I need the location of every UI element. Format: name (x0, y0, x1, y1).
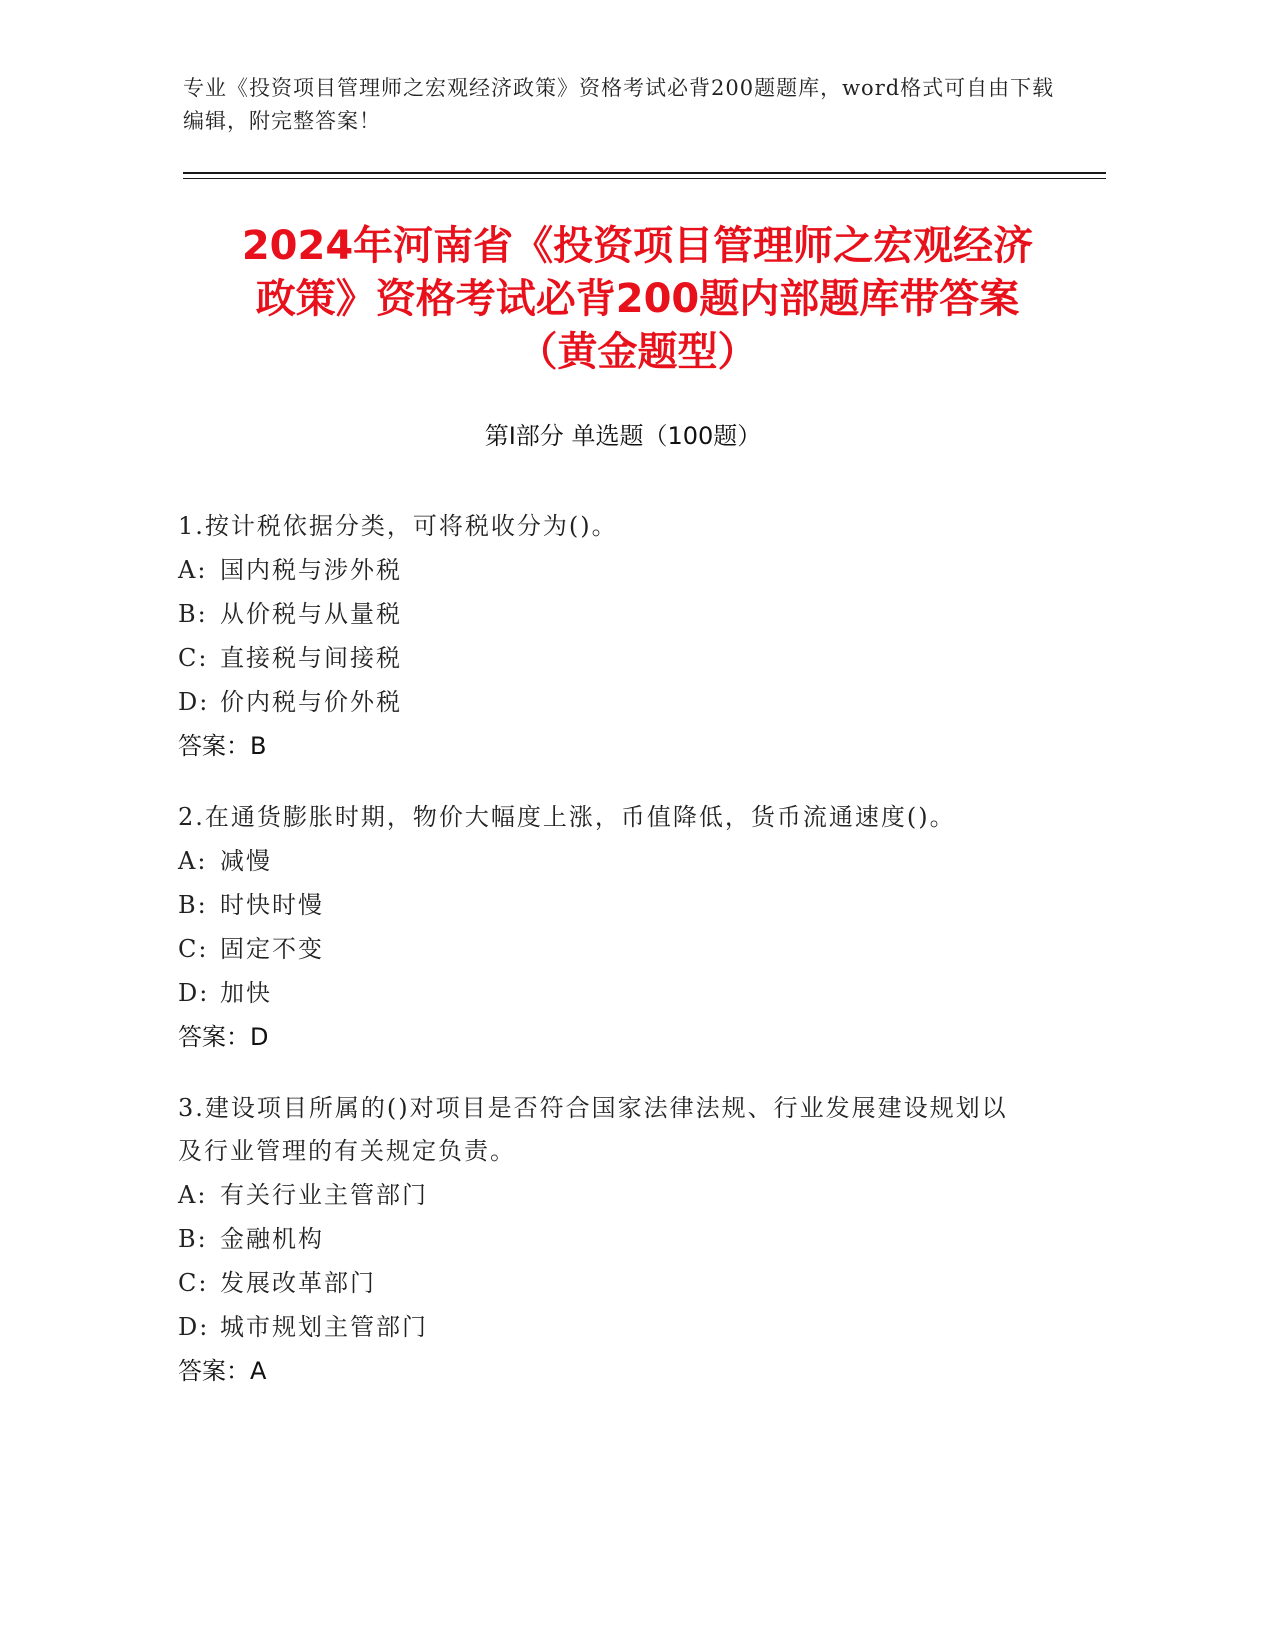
option-a (178, 839, 1028, 883)
option-letter: A: (178, 556, 208, 584)
section-title: 第Ⅰ部分 单选题（100题） (484, 422, 762, 450)
document-title (150, 220, 1125, 379)
option-d (178, 1305, 1028, 1349)
option-letter: A: (178, 1181, 208, 1209)
option-text: 时快时慢 (220, 891, 324, 919)
option-text: 从价税与从量税 (220, 600, 402, 628)
question-stem: 1.按计税依据分类，可将税收分为()。 (178, 512, 618, 540)
option-c (178, 636, 1028, 680)
option-letter: B: (178, 891, 208, 919)
question-stem: 3.建设项目所属的()对项目是否符合国家法律法规、行业发展建设规划以及行业管理的有关规定负责。 (178, 1094, 1008, 1165)
option-text: 金融机构 (220, 1225, 324, 1253)
option-text: 直接税与间接税 (220, 644, 402, 672)
option-letter: D: (178, 979, 210, 1007)
header-note: 专业《投资项目管理师之宏观经济政策》资格考试必背200题题库，word格式可自由下载编辑，附完整答案！ (183, 76, 1055, 133)
option-text: 固定不变 (220, 935, 324, 963)
option-text: 发展改革部门 (220, 1269, 376, 1297)
option-c (178, 927, 1028, 971)
answer: 答案：B (178, 732, 267, 760)
option-text: 减慢 (220, 847, 272, 875)
header-divider-thick (183, 172, 1106, 174)
question-2 (178, 796, 1028, 1059)
option-text: 价内税与价外税 (220, 688, 402, 716)
title-line-3: （黄金题型） (517, 329, 758, 375)
option-d (178, 971, 1028, 1015)
option-text: 有关行业主管部门 (220, 1181, 428, 1209)
option-text: 国内税与涉外税 (220, 556, 402, 584)
option-letter: C: (178, 1269, 209, 1297)
header-divider-thin (183, 178, 1106, 179)
answer: 答案：D (178, 1023, 269, 1051)
question-stem: 2.在通货膨胀时期，物价大幅度上涨，币值降低，货币流通速度()。 (178, 803, 956, 831)
option-a (178, 1173, 1028, 1217)
title-line-1: 2024年河南省《投资项目管理师之宏观经济 (241, 223, 1034, 269)
option-b (178, 1217, 1028, 1261)
option-b (178, 883, 1028, 927)
option-letter: C: (178, 935, 209, 963)
question-3 (178, 1087, 1028, 1393)
option-letter: A: (178, 847, 208, 875)
option-text: 城市规划主管部门 (220, 1313, 428, 1341)
option-letter: C: (178, 644, 209, 672)
answer: 答案：A (178, 1357, 267, 1385)
option-b (178, 592, 1028, 636)
option-letter: B: (178, 600, 208, 628)
option-d (178, 680, 1028, 724)
option-letter: B: (178, 1225, 208, 1253)
option-letter: D: (178, 688, 210, 716)
option-text: 加快 (220, 979, 272, 1007)
option-a (178, 548, 1028, 592)
question-list (178, 505, 1028, 1421)
title-line-2: 政策》资格考试必背200题内部题库带答案 (255, 276, 1020, 322)
option-c (178, 1261, 1028, 1305)
question-1 (178, 505, 1028, 768)
option-letter: D: (178, 1313, 210, 1341)
